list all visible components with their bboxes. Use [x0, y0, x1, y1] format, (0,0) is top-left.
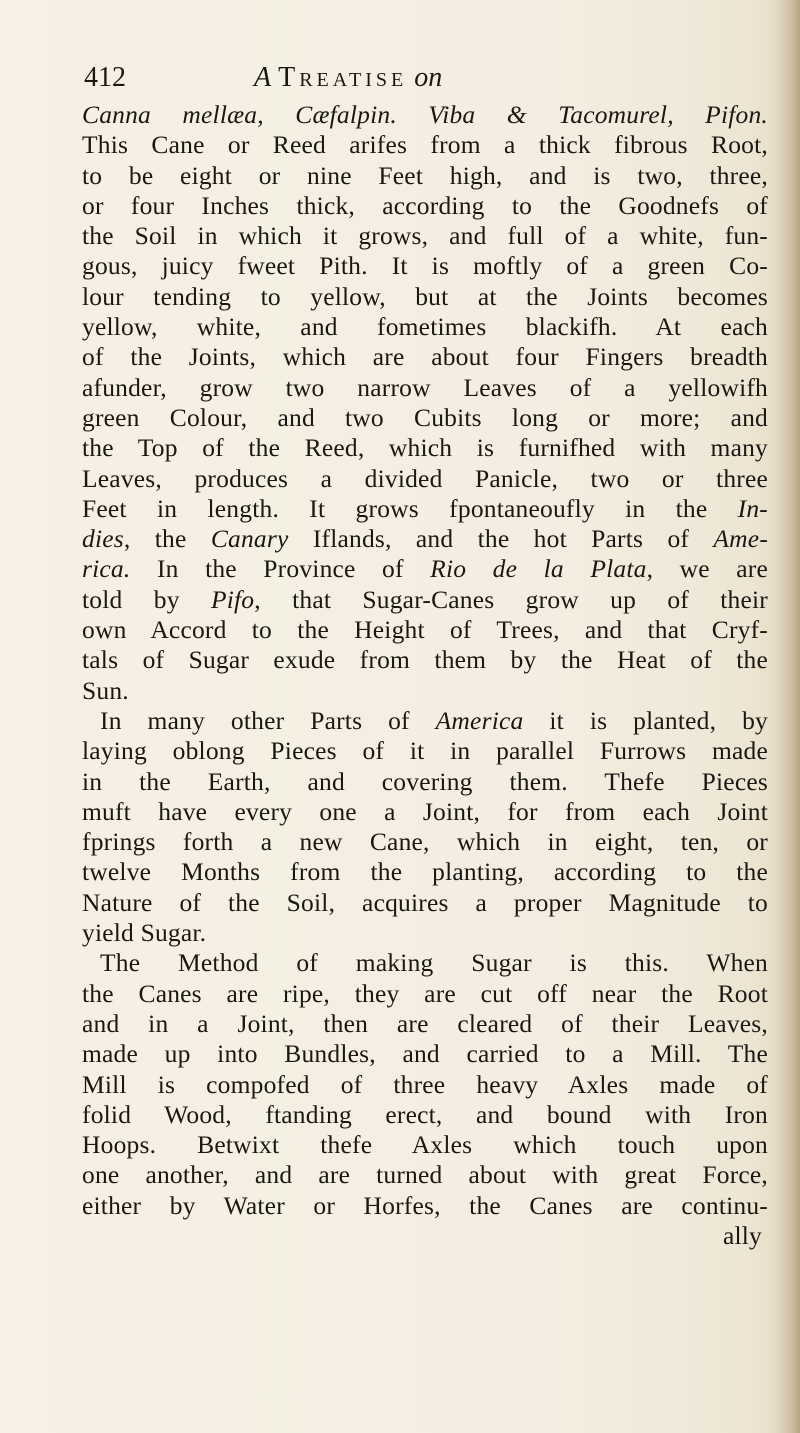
text-run: own Accord to the Height of Trees, and that Cryf-: [82, 615, 768, 645]
text-run: Leaves, produces a divided Panicle, two or three: [82, 463, 768, 493]
text-line: [82, 433, 768, 463]
text-line: [82, 888, 768, 918]
italic-text: Canna mellæa, Cæfalpin. Viba & Tacomurel, Pifon.: [82, 100, 768, 129]
text-run: muft have every one a Joint, for from each Joint: [82, 796, 768, 826]
text-line: [82, 1100, 768, 1130]
italic-text: In-: [737, 493, 768, 523]
text-run: Mill is compofed of three heavy Axles made of: [82, 1069, 768, 1099]
page-number: 412: [84, 62, 126, 93]
italic-text: Ame-: [713, 524, 769, 554]
text-line: [82, 312, 768, 342]
running-title-on: on: [414, 62, 443, 93]
text-line: [82, 494, 768, 524]
text-line: [82, 948, 768, 978]
text-line: [82, 403, 768, 433]
text-run: and in a Joint, then are cleared of their Leaves,: [82, 1008, 768, 1038]
text-run: in the Earth, and covering them. Thefe Pieces: [82, 766, 768, 796]
text-run: made up into Bundles, and carried to a Mill. The: [82, 1039, 768, 1069]
text-line: [82, 1070, 768, 1100]
text-line: [82, 797, 768, 827]
text-run: In the Province of: [130, 554, 431, 584]
text-line: [82, 161, 768, 191]
text-line: [82, 1130, 768, 1160]
text-run: the Canes are ripe, they are cut off near the Root: [82, 978, 768, 1008]
text-run: yield Sugar.: [82, 918, 207, 948]
text-line: [82, 615, 768, 645]
text-run: In many other Parts of: [100, 705, 436, 735]
text-line: [82, 251, 768, 281]
page-edge-shadow: [774, 0, 800, 1433]
italic-text: America: [435, 705, 524, 735]
text-run: yellow, white, and fometimes blackifh. At each: [82, 312, 768, 342]
running-title-article: A: [254, 62, 272, 93]
text-line: [82, 645, 768, 675]
text-line: [82, 464, 768, 494]
text-line: [82, 857, 768, 887]
text-run: told by: [82, 584, 211, 614]
text-line: [82, 1191, 768, 1221]
italic-text: Rio de la Plata: [430, 554, 647, 584]
text-line: [82, 706, 768, 736]
text-run: to be eight or nine Feet high, and is two, three,: [82, 160, 768, 190]
text-run: or four Inches thick, according to the Goodnefs of: [82, 190, 768, 220]
text-run: laying oblong Pieces of it in parallel Furrows made: [82, 736, 768, 766]
italic-text: rica.: [82, 554, 131, 584]
text-run: green Colour, and two Cubits long or more; and: [82, 402, 768, 432]
running-title: [254, 58, 442, 98]
text-line: [82, 1009, 768, 1039]
italic-text: Pifo: [210, 584, 255, 614]
text-run: The Method of making Sugar is this. When: [100, 948, 768, 978]
text-line: [82, 191, 768, 221]
text-line: [82, 373, 768, 403]
text-line: [82, 282, 768, 312]
text-line: [82, 1039, 768, 1069]
text-run: afunder, grow two narrow Leaves of a yellowifh: [82, 372, 768, 402]
text-run: This Cane or Reed arifes from a thick fibrous Root,: [82, 130, 768, 160]
text-run: one another, and are turned about with great Force,: [82, 1160, 768, 1190]
text-line: [82, 827, 768, 857]
text-run: of the Joints, which are about four Fingers breadth: [82, 342, 768, 372]
text-line: [82, 1160, 768, 1190]
text-line: [82, 100, 768, 130]
running-title-main: Treatise: [278, 62, 408, 93]
text-line: [82, 221, 768, 251]
text-line: [82, 767, 768, 797]
text-run: Nature of the Soil, acquires a proper Magnitude to: [82, 887, 768, 917]
text-run: ally: [722, 1220, 762, 1250]
text-run: either by Water or Horfes, the Canes are continu-: [82, 1190, 768, 1220]
text-line: [82, 524, 768, 554]
text-line: [82, 130, 768, 160]
text-run: folid Wood, ftanding erect, and bound with Iron: [82, 1099, 768, 1129]
text-run: twelve Months from the planting, according to the: [82, 857, 768, 887]
text-run: Iflands, and the hot Parts of: [288, 524, 714, 554]
text-run: tals of Sugar exude from them by the Heat of the: [82, 645, 768, 675]
text-line: [82, 979, 768, 1009]
text-run: the Soil in which it grows, and full of a white, fun-: [82, 221, 768, 251]
text-run: , the: [123, 524, 211, 554]
text-run: it is planted, by: [523, 705, 768, 735]
text-line: [82, 736, 768, 766]
body-text: [82, 100, 768, 1251]
italic-text: Canary: [210, 524, 289, 554]
text-run: Sun.: [82, 675, 129, 705]
text-run: lour tending to yellow, but at the Joints becomes: [82, 281, 768, 311]
italic-text: dies: [82, 524, 124, 554]
text-run: , we are: [646, 554, 769, 584]
text-run: the Top of the Reed, which is furnifhed with many: [82, 433, 768, 463]
text-line: [82, 554, 768, 584]
text-line: [82, 585, 768, 615]
text-run: fprings forth a new Cane, which in eight, ten, or: [82, 827, 768, 857]
text-line: [82, 1221, 768, 1251]
text-line: [82, 676, 768, 706]
text-run: gous, juicy fweet Pith. It is moftly of a green Co-: [82, 251, 768, 281]
text-line: [82, 342, 768, 372]
text-run: , that Sugar-Canes grow up of their: [254, 584, 768, 614]
text-line: [82, 918, 768, 948]
text-run: Feet in length. It grows fpontaneoufly in the: [82, 493, 738, 523]
page-header: [84, 58, 764, 98]
text-run: Hoops. Betwixt thefe Axles which touch upon: [82, 1130, 768, 1160]
